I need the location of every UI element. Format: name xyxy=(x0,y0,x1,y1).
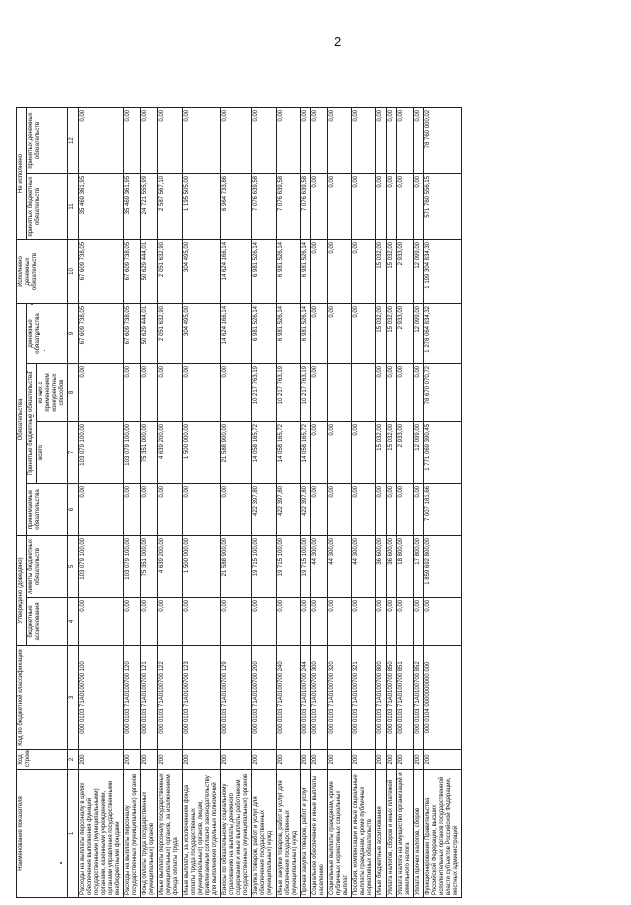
row-value: 78 760 000,02 xyxy=(423,107,461,173)
row-value: 0,00 xyxy=(124,598,141,646)
row-value: 12 099,00 xyxy=(413,303,423,363)
row-line-code: 200 xyxy=(158,750,182,770)
row-value: 0,00 xyxy=(327,173,351,239)
row-value: 0,00 xyxy=(413,598,423,646)
column-number-row xyxy=(68,107,78,897)
row-value: 2 933,00 xyxy=(396,239,413,303)
row-value: 44 300,00 xyxy=(352,535,376,597)
column-number: 4 xyxy=(68,598,78,646)
row-name: Уплата налога на имущество организаций и земельного налога xyxy=(396,770,413,898)
row-value: 0,00 xyxy=(352,303,376,363)
row-value: 24 721 555,99 xyxy=(141,173,158,239)
row-value: 36 600,00 xyxy=(386,535,396,597)
column-number: 12 xyxy=(68,107,78,173)
row-value: 10 217 763,19 xyxy=(276,363,300,421)
row-value: 0,00 xyxy=(182,598,220,646)
row-value: 21 588 900,00 xyxy=(220,421,251,483)
row-value: 0,00 xyxy=(352,598,376,646)
row-value: 0,00 xyxy=(376,173,386,239)
row-value: 304 495,00 xyxy=(182,303,220,363)
row-value: 6 981 526,14 xyxy=(300,239,310,303)
row-value: 18 800,00 xyxy=(396,535,413,597)
row-value: 75 351 000,00 xyxy=(141,421,158,483)
row-value: 0,00 xyxy=(78,483,123,535)
row-value: 0,00 xyxy=(327,239,351,303)
row-name: Иные закупки товаров, работ и услуг для обеспечения государственных (муниципальных) нужд xyxy=(276,770,300,898)
row-value: 2 933,00 xyxy=(396,303,413,363)
row-budget-code: 000 0103 71А0100700 851 xyxy=(396,646,413,750)
row-value: 1 500 000,00 xyxy=(182,421,220,483)
header-unexecuted-budget: принятых бюджетных обязательств xyxy=(27,173,68,239)
row-value: 0,00 xyxy=(352,483,376,535)
row-value: 0,00 xyxy=(396,363,413,421)
row-line-code: 200 xyxy=(252,750,276,770)
row-value: 2 933,00 xyxy=(396,421,413,483)
header-monetary: денежные обязательства xyxy=(27,303,68,363)
row-value: 12 099,00 xyxy=(413,239,423,303)
row-value: 14 058 165,72 xyxy=(252,421,276,483)
row-value: 50 629 444,01 xyxy=(141,303,158,363)
header-name: Наименование показателя xyxy=(17,770,68,898)
column-number: 9 xyxy=(68,303,78,363)
table-row xyxy=(386,107,396,897)
row-value: 0,00 xyxy=(327,107,351,173)
row-value: 36 600,00 xyxy=(376,535,386,597)
row-budget-code: 000 0104 0000000000 000 xyxy=(423,646,461,750)
row-value: 0,00 xyxy=(141,107,158,173)
row-value: 0,00 xyxy=(141,598,158,646)
row-value: 0,00 xyxy=(413,107,423,173)
row-value: 0,00 xyxy=(158,107,182,173)
row-value: 0,00 xyxy=(78,598,123,646)
row-line-code: 200 xyxy=(352,750,376,770)
header-budget-allocations: бюджетные ассигнования xyxy=(27,598,68,646)
row-value: 0,00 xyxy=(300,598,310,646)
row-value: 103 079 100,00 xyxy=(124,421,141,483)
row-value: 15 032,00 xyxy=(376,239,386,303)
row-value: 0,00 xyxy=(413,363,423,421)
row-value: 44 300,00 xyxy=(327,535,351,597)
row-value: 0,00 xyxy=(158,483,182,535)
table-row xyxy=(310,107,327,897)
rotated-report-page xyxy=(16,108,498,898)
column-number: 7 xyxy=(68,421,78,483)
row-name: Функционирование Правительства Российской Федерации, высших исполнительных органов государственной власти субъектов Российской Федерации, местных администраций xyxy=(423,770,461,898)
header-limits: лимиты бюджетных обязательств xyxy=(27,535,68,597)
row-value: 0,00 xyxy=(376,598,386,646)
table-row xyxy=(158,107,182,897)
row-value: 0,00 xyxy=(327,483,351,535)
row-budget-code: 000 0103 71А0100700 852 xyxy=(413,646,423,750)
row-value: 67 609 738,05 xyxy=(78,303,123,363)
row-value: 0,00 xyxy=(386,173,396,239)
row-budget-code: 000 0103 71А0100700 122 xyxy=(158,646,182,750)
table-row xyxy=(376,107,386,897)
row-name: Уплата прочих налогов, сборов xyxy=(413,770,423,898)
row-line-code: 200 xyxy=(300,750,310,770)
row-value: 0,00 xyxy=(423,598,461,646)
table-row xyxy=(141,107,158,897)
row-value: 0,00 xyxy=(310,239,327,303)
row-line-code: 200 xyxy=(376,750,386,770)
row-line-code: 200 xyxy=(386,750,396,770)
table-body xyxy=(78,107,462,897)
row-value: 0,00 xyxy=(413,173,423,239)
row-value: 0,00 xyxy=(352,239,376,303)
table-row xyxy=(423,107,461,897)
table-row xyxy=(413,107,423,897)
budget-execution-table xyxy=(16,107,462,898)
page-number: 2 xyxy=(334,34,342,49)
row-value: 12 099,00 xyxy=(413,421,423,483)
row-value: 35 469 361,95 xyxy=(124,173,141,239)
column-number: 8 xyxy=(68,363,78,421)
header-accepted-budget: Принятые бюджетные обязательства xyxy=(27,363,37,483)
row-value: 0,00 xyxy=(220,483,251,535)
row-value: 4 639 200,00 xyxy=(158,421,182,483)
row-value: 6 981 526,14 xyxy=(252,239,276,303)
row-value: 1 500 000,00 xyxy=(182,535,220,597)
row-value: 2 587 567,10 xyxy=(158,173,182,239)
row-value: 0,00 xyxy=(310,421,327,483)
row-value: 422 397,80 xyxy=(252,483,276,535)
row-value: 0,00 xyxy=(78,107,123,173)
row-name: Прочая закупка товаров, работ и услуг xyxy=(300,770,310,898)
row-value: 0,00 xyxy=(396,598,413,646)
table-row xyxy=(327,107,351,897)
table-row xyxy=(182,107,220,897)
row-value: 0,00 xyxy=(310,598,327,646)
row-value: 0,00 xyxy=(220,107,251,173)
row-value: 7 007 181,66 xyxy=(423,483,461,535)
row-value: 0,00 xyxy=(252,107,276,173)
row-value: 0,00 xyxy=(310,483,327,535)
row-value: 1 771 069 390,45 xyxy=(423,421,461,483)
row-value xyxy=(352,363,376,421)
row-value: 2 051 632,90 xyxy=(158,239,182,303)
row-name: Взносы по обязательному социальному страхованию на выплаты денежного содержания и иные выплаты работникам государственных (муниципальных) органов xyxy=(220,770,251,898)
header-obligations: Обязательства xyxy=(17,303,27,535)
row-budget-code: 000 0103 71А0100700 244 xyxy=(300,646,310,750)
row-value: 571 760 556,15 xyxy=(423,173,461,239)
row-value: 0,00 xyxy=(276,598,300,646)
row-value: 0,00 xyxy=(386,107,396,173)
row-name: Расходы на выплаты персоналу государственных (муниципальных) органов xyxy=(124,770,141,898)
row-value: 0,00 xyxy=(413,483,423,535)
row-value: 0,00 xyxy=(124,483,141,535)
row-value: 67 609 738,05 xyxy=(124,303,141,363)
row-value: 10 217 763,19 xyxy=(252,363,276,421)
table-row xyxy=(352,107,376,897)
row-value: 103 079 100,00 xyxy=(124,535,141,597)
row-value: 35 469 361,95 xyxy=(78,173,123,239)
row-value: 1 278 064 834,32 xyxy=(423,303,461,363)
row-value: 0,00 xyxy=(182,483,220,535)
header-executed: Исполнено денежных обязательств xyxy=(17,239,68,303)
row-value: 0,00 xyxy=(376,363,386,421)
row-value: 422 397,80 xyxy=(276,483,300,535)
row-value: 0,00 xyxy=(327,303,351,363)
row-line-code: 200 xyxy=(141,750,158,770)
row-value: 14 624 166,14 xyxy=(220,239,251,303)
column-number: 10 xyxy=(68,239,78,303)
row-value: 15 032,00 xyxy=(386,303,396,363)
header-accepted-obligations: принимаемые обязательства xyxy=(27,483,68,535)
row-line-code: 200 xyxy=(423,750,461,770)
row-budget-code: 000 0103 71А0100700 850 xyxy=(386,646,396,750)
row-value: 0,00 xyxy=(352,173,376,239)
row-value: 6 981 526,14 xyxy=(276,239,300,303)
column-number: 6 xyxy=(68,483,78,535)
row-name: Иные выплаты персоналу государственных (муниципальных) органов, за исключением фонда оплаты труда xyxy=(158,770,182,898)
row-budget-code: 000 0103 71А0100700 120 xyxy=(124,646,141,750)
row-value: 7 076 639,58 xyxy=(300,173,310,239)
row-budget-code: 000 0103 71А0100700 123 xyxy=(182,646,220,750)
row-value: 0,00 xyxy=(327,421,351,483)
row-value: 21 588 900,00 xyxy=(220,535,251,597)
table-row xyxy=(220,107,251,897)
row-value: 0,00 xyxy=(396,483,413,535)
row-value: 0,00 xyxy=(182,107,220,173)
row-name: Закупка товаров, работ и услуг для обеспечения государственных (муниципальных) нужд xyxy=(252,770,276,898)
row-value: 14 624 166,14 xyxy=(220,303,251,363)
column-number: 11 xyxy=(68,173,78,239)
header-unexecuted: Не исполнено xyxy=(17,107,27,239)
row-value: 0,00 xyxy=(78,363,123,421)
header-budget-code: Код по бюджетной классификации xyxy=(17,646,68,750)
row-value: 103 079 100,00 xyxy=(78,421,123,483)
row-line-code: 200 xyxy=(182,750,220,770)
row-value: 10 217 763,19 xyxy=(300,363,310,421)
row-budget-code: 000 0103 71А0100700 321 xyxy=(352,646,376,750)
row-value: 15 032,00 xyxy=(376,421,386,483)
table-row xyxy=(78,107,123,897)
row-value: 0,00 xyxy=(276,107,300,173)
row-value: 0,00 xyxy=(310,303,327,363)
row-value: 15 032,00 xyxy=(376,303,386,363)
row-value: 0,00 xyxy=(352,421,376,483)
header-accepted-competitive: из них с применением конкурентных способов xyxy=(37,363,68,421)
row-value: 6 981 526,14 xyxy=(300,303,310,363)
row-budget-code: 000 0103 71А0100700 800 xyxy=(376,646,386,750)
row-name: Иные выплаты, за исключением фонда оплаты труда государственных (муниципальных) органов, лицам, привлекаемым согласно законодательству для выполнения отдельных полномочий xyxy=(182,770,220,898)
row-value: 0,00 xyxy=(141,363,158,421)
row-value: 19 715 100,00 xyxy=(276,535,300,597)
row-line-code: 200 xyxy=(327,750,351,770)
row-name: Расходы на выплаты персоналу в целях обеспечения выполнения функций государственными (муниципальными) органами, казенными учреждениями, органами управления государственными внебюджетными фондами xyxy=(78,770,123,898)
row-value: 304 495,00 xyxy=(182,239,220,303)
row-value: 1 859 692 800,00 xyxy=(423,535,461,597)
row-value: 422 397,80 xyxy=(300,483,310,535)
row-value: 7 076 639,58 xyxy=(252,173,276,239)
row-value: 0,00 xyxy=(220,363,251,421)
row-value: 2 051 632,90 xyxy=(158,303,182,363)
row-line-code: 200 xyxy=(276,750,300,770)
column-number: 5 xyxy=(68,535,78,597)
row-name: Социальное обеспечение и иные выплаты населению xyxy=(310,770,327,898)
row-value: 4 639 200,00 xyxy=(158,535,182,597)
row-value: 78 670 070,72 xyxy=(423,363,461,421)
row-value: 0,00 xyxy=(124,363,141,421)
row-value: 14 058 165,72 xyxy=(300,421,310,483)
row-value: 67 609 738,05 xyxy=(78,239,123,303)
row-value: 0,00 xyxy=(158,363,182,421)
row-value: 103 079 100,00 xyxy=(78,535,123,597)
row-value: 0,00 xyxy=(386,483,396,535)
row-name: Фонд оплаты труда государственных (муниципальных) органов xyxy=(141,770,158,898)
row-budget-code: 000 0103 71А0100700 200 xyxy=(252,646,276,750)
row-budget-code: 000 0103 71А0100700 320 xyxy=(327,646,351,750)
header-approved: Утверждено (доведено) xyxy=(17,535,27,645)
row-value: 0,00 xyxy=(386,598,396,646)
row-value: 15 032,00 xyxy=(386,421,396,483)
row-value: 75 351 000,00 xyxy=(141,535,158,597)
row-value: 19 715 100,00 xyxy=(300,535,310,597)
row-value: 0,00 xyxy=(386,363,396,421)
table-row xyxy=(276,107,300,897)
table-row xyxy=(124,107,141,897)
table-row xyxy=(300,107,310,897)
row-value: 0,00 xyxy=(220,598,251,646)
row-budget-code: 000 0103 71А0100700 300 xyxy=(310,646,327,750)
row-value: 1 199 304 834,30 xyxy=(423,239,461,303)
row-value: 0,00 xyxy=(396,173,413,239)
header-unexecuted-monetary: принятых денежных обязательств xyxy=(27,107,68,173)
row-value: 17 800,00 xyxy=(413,535,423,597)
row-budget-code: 000 0103 71А0100700 121 xyxy=(141,646,158,750)
table-row xyxy=(252,107,276,897)
row-value: 0,00 xyxy=(327,598,351,646)
row-budget-code: 000 0103 71А0100700 129 xyxy=(220,646,251,750)
row-name: Иные бюджетные ассигнования xyxy=(376,770,386,898)
row-value: 0,00 xyxy=(252,598,276,646)
header-accepted-total: всего xyxy=(37,421,68,483)
column-number: 2 xyxy=(68,750,78,770)
row-value: 6 981 526,14 xyxy=(252,303,276,363)
row-value: 14 058 165,72 xyxy=(276,421,300,483)
row-value xyxy=(327,363,351,421)
row-value: 0,00 xyxy=(182,363,220,421)
row-value: 44 300,00 xyxy=(310,535,327,597)
row-budget-code: 000 0103 71А0100700 240 xyxy=(276,646,300,750)
row-line-code: 200 xyxy=(396,750,413,770)
row-budget-code: 000 0103 71А0100700 100 xyxy=(78,646,123,750)
row-value: 67 609 738,05 xyxy=(124,239,141,303)
row-name: Социальные выплаты гражданам, кроме публичных нормативных социальных выплат xyxy=(327,770,351,898)
row-value: 6 981 526,14 xyxy=(276,303,300,363)
row-line-code: 200 xyxy=(413,750,423,770)
row-value: 0,00 xyxy=(310,173,327,239)
column-number: 3 xyxy=(68,646,78,750)
row-value: 0,00 xyxy=(141,483,158,535)
row-value: 6 964 733,86 xyxy=(220,173,251,239)
row-value: 0,00 xyxy=(376,483,386,535)
row-line-code: 200 xyxy=(124,750,141,770)
row-value: 0,00 xyxy=(300,107,310,173)
row-value: 7 076 639,58 xyxy=(276,173,300,239)
row-value: 0,00 xyxy=(376,107,386,173)
row-name: Уплата налогов, сборов и иных платежей xyxy=(386,770,396,898)
row-value: 0,00 xyxy=(124,107,141,173)
row-value: 15 032,00 xyxy=(386,239,396,303)
table-row xyxy=(396,107,413,897)
row-value: 1 195 505,00 xyxy=(182,173,220,239)
row-value: 0,00 xyxy=(310,107,327,173)
column-number: 1 xyxy=(68,770,78,898)
row-line-code: 200 xyxy=(220,750,251,770)
row-name: Пособия, компенсации и иные социальные выплаты гражданам, кроме публичных нормативных обязательств xyxy=(352,770,376,898)
row-value: 0,00 xyxy=(352,107,376,173)
row-value: 50 629 444,01 xyxy=(141,239,158,303)
row-value: 0,00 xyxy=(158,598,182,646)
row-line-code: 200 xyxy=(78,750,123,770)
row-value: 19 715 100,00 xyxy=(252,535,276,597)
header-line-code: Код строки xyxy=(17,750,68,770)
row-line-code: 200 xyxy=(310,750,327,770)
row-value: 0,00 xyxy=(396,107,413,173)
row-value: 0,00 xyxy=(310,363,327,421)
